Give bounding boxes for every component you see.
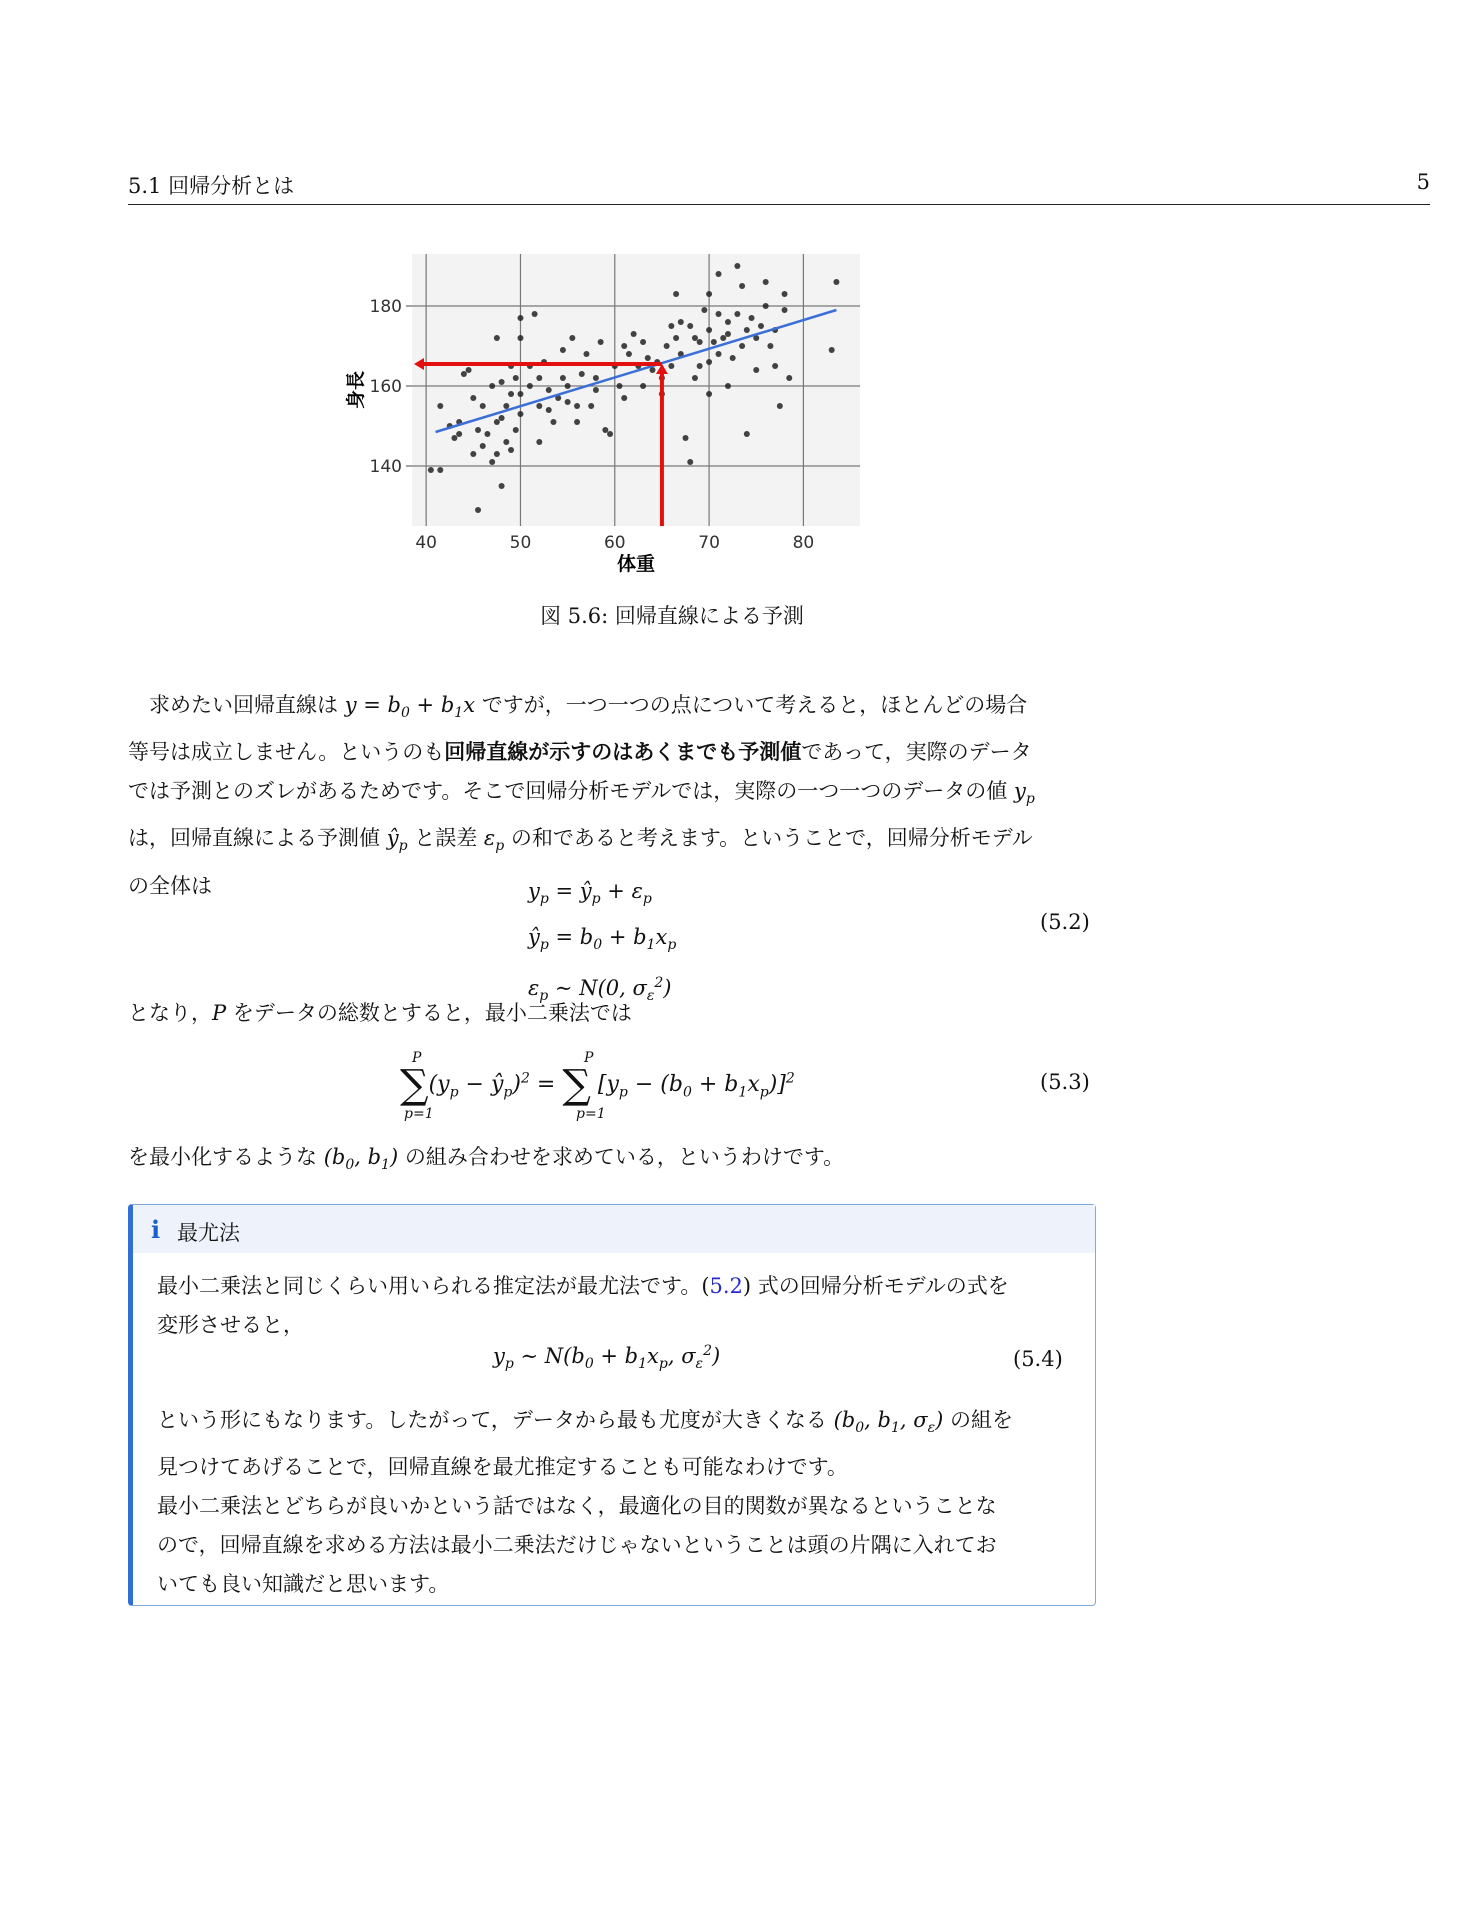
regression-figure: [340, 238, 880, 588]
data-point: [716, 351, 722, 357]
data-point: [739, 283, 745, 289]
data-point: [725, 383, 731, 389]
data-point: [673, 291, 679, 297]
x-tick-label: 60: [603, 533, 626, 553]
data-point: [536, 439, 542, 445]
data-point: [716, 311, 722, 317]
data-point: [550, 419, 556, 425]
data-point: [503, 403, 509, 409]
data-point: [574, 419, 580, 425]
x-tick-label: 80: [792, 533, 815, 553]
data-point: [517, 335, 523, 341]
y-tick-label: 140: [369, 457, 402, 477]
x-tick-label: 50: [509, 533, 532, 553]
note-line: 見つけてあげることで，回帰直線を最尤推定することも可能なわけです。: [157, 1455, 848, 1480]
data-point: [673, 335, 679, 341]
data-point: [579, 371, 585, 377]
para-line: [128, 772, 1095, 819]
data-point: [706, 291, 712, 297]
formula: $\varepsilon_p$ ∼ N(0, $\sigma_\varepsilon^2$): [528, 975, 672, 1005]
data-point: [687, 323, 693, 329]
formula: $\sum(y_p$ − $ŷ_p)^2$ = ∑ $[y_p - (b_0 + b_1x_p)]^2$: [400, 1062, 795, 1108]
plot-area: [412, 254, 860, 526]
data-point: [536, 403, 542, 409]
data-point: [767, 343, 773, 349]
data-point: [706, 391, 712, 397]
text: ですが，一つ一つの点について考えると，ほとんどの場合: [481, 693, 1028, 717]
data-point: [569, 335, 575, 341]
data-point: [758, 323, 764, 329]
data-point: [513, 375, 519, 381]
data-point: [517, 411, 523, 417]
page-number: 5: [1416, 170, 1430, 194]
data-point: [475, 507, 481, 513]
data-point: [749, 315, 755, 321]
data-point: [470, 395, 476, 401]
data-point: [574, 403, 580, 409]
data-point: [725, 319, 731, 325]
data-point: [782, 291, 788, 297]
data-point: [706, 327, 712, 333]
data-point: [602, 427, 608, 433]
data-point: [494, 335, 500, 341]
data-point: [517, 315, 523, 321]
formula-inline: $ŷ_p$: [386, 826, 408, 855]
data-point: [711, 339, 717, 345]
formula: $ŷ_p = b_0 + b_1x_p$: [528, 925, 677, 954]
data-point: [716, 271, 722, 277]
callout-box: [128, 1204, 1096, 1606]
data-point: [494, 451, 500, 457]
data-point: [503, 439, 509, 445]
formula-inline: $y = b_0 + b_1x$: [344, 693, 476, 722]
data-point: [734, 263, 740, 269]
data-point: [499, 483, 505, 489]
data-point: [513, 427, 519, 433]
paragraph-3: [128, 1138, 1095, 1185]
data-point: [437, 403, 443, 409]
data-point: [607, 431, 613, 437]
text: の和であると考えます。ということで，回帰分析モデル: [510, 826, 1033, 851]
note-line: ので，回帰直線を求める方法は最小二乗法だけじゃないということは頭の片隅に入れてお: [157, 1533, 997, 1558]
data-point: [466, 367, 472, 373]
data-point: [697, 339, 703, 345]
data-point: [744, 327, 750, 333]
running-header: [128, 170, 1430, 205]
section-title: 5.1 回帰分析とは: [128, 174, 295, 198]
x-axis-label: 体重: [616, 553, 656, 575]
data-point: [626, 351, 632, 357]
data-point: [692, 335, 698, 341]
formula-inline: $y_p$: [1013, 779, 1035, 808]
equation-number: (5.4): [1013, 1347, 1063, 1371]
data-point: [588, 403, 594, 409]
data-point: [484, 431, 490, 437]
equation-number: (5.3): [1040, 1070, 1090, 1094]
formula-inline: P: [212, 1001, 227, 1025]
data-point: [725, 331, 731, 337]
data-point: [706, 359, 712, 365]
data-point: [480, 403, 486, 409]
data-point: [560, 347, 566, 353]
data-point: [763, 279, 769, 285]
data-point: [720, 335, 726, 341]
formula: $y_p$ ∼ $N(b_0 + b_1x_p$, $\sigma_\varepsilon^2$): [493, 1343, 721, 1373]
para-line: [128, 819, 1095, 866]
data-point: [640, 383, 646, 389]
text: の全体は: [128, 873, 212, 898]
data-point: [833, 279, 839, 285]
data-point: [437, 467, 443, 473]
data-point: [428, 467, 434, 473]
data-point: [475, 427, 481, 433]
note-line: 最小二乗法とどちらが良いかという話ではなく，最適化の目的関数が異なるということな: [157, 1494, 997, 1519]
data-point: [593, 375, 599, 381]
data-point: [489, 383, 495, 389]
data-point: [565, 399, 571, 405]
para-line: [128, 686, 1095, 733]
formula: $y_p$ = $ŷ_p + \varepsilon_p$: [528, 879, 652, 908]
data-point: [777, 403, 783, 409]
data-point: [683, 435, 689, 441]
para-line: [128, 733, 1095, 772]
data-point: [508, 391, 514, 397]
data-point: [451, 435, 457, 441]
data-point: [668, 323, 674, 329]
data-point: [480, 443, 486, 449]
formula-inline: ($b_0$, $b_1$): [323, 1145, 399, 1174]
data-point: [645, 355, 651, 361]
data-point: [621, 343, 627, 349]
data-point: [829, 347, 835, 353]
x-tick-label: 70: [698, 533, 720, 553]
data-point: [631, 331, 637, 337]
data-point: [734, 311, 740, 317]
text: を最小化するような: [128, 1145, 317, 1169]
data-point: [744, 431, 750, 437]
data-point: [616, 383, 622, 389]
scatter-chart: [340, 238, 880, 588]
data-point: [494, 419, 500, 425]
y-tick-label: 180: [369, 297, 402, 317]
y-axis-label: 身長: [345, 370, 367, 410]
data-point: [753, 367, 759, 373]
data-point: [593, 387, 599, 393]
data-point: [692, 375, 698, 381]
y-tick-label: 160: [369, 377, 402, 397]
data-point: [782, 307, 788, 313]
text: 求めたい回帰直線は: [149, 693, 338, 717]
callout-header: [133, 1205, 1095, 1253]
data-point: [536, 375, 542, 381]
equation-block-5-3: $\sum(y_p$ − $ŷ_p)^2$ = ∑ $[y_p - (b_0 + b_1x_p)]^2$ P p=1 P p=1: [400, 1050, 795, 1122]
data-point: [621, 395, 627, 401]
data-point: [668, 363, 674, 369]
data-point: [565, 383, 571, 389]
text: をデータの総数とすると，最小二乗法では: [232, 1001, 632, 1025]
data-point: [583, 351, 589, 357]
data-point: [517, 391, 523, 397]
x-tick-label: 40: [415, 533, 437, 553]
equation-link[interactable]: 5.2: [709, 1274, 743, 1298]
paragraph-2: [128, 994, 1095, 1033]
figure-caption: 図 5.6: 回帰直線による予測: [540, 604, 804, 628]
emphasis-text: 回帰直線が示すのはあくまでも予測値: [444, 740, 802, 765]
formula-inline: ($b_0$, $b_1$, $\sigma_\varepsilon$): [833, 1408, 944, 1437]
data-point: [697, 363, 703, 369]
data-point: [499, 415, 505, 421]
note-line: いても良い知識だと思います。: [157, 1572, 450, 1597]
data-point: [456, 431, 462, 437]
data-point: [461, 371, 467, 377]
data-point: [640, 339, 646, 345]
data-point: [546, 407, 552, 413]
text: の組み合わせを求めている，というわけです。: [404, 1145, 845, 1169]
data-point: [598, 339, 604, 345]
data-point: [470, 451, 476, 457]
callout-title: 最尤法: [177, 1221, 240, 1245]
text: であって，実際のデータ: [801, 740, 1032, 765]
data-point: [499, 379, 505, 385]
formula-inline: $\varepsilon_p$: [483, 826, 505, 855]
data-point: [560, 375, 566, 381]
data-point: [730, 355, 736, 361]
note-line: という形にもなります。したがって，データから最も尤度が大きくなる ($b_0$, $b_1$, $\sigma_\varepsilon$) の組を: [157, 1408, 1013, 1437]
data-point: [508, 447, 514, 453]
data-point: [772, 363, 778, 369]
note-line: 最小二乗法と同じくらい用いられる推定法が最尤法です。(5.2) 式の回帰分析モデルの式を: [157, 1274, 1009, 1298]
data-point: [532, 311, 538, 317]
text: では予測とのズレがあるためです。そこで回帰分析モデルでは，実際の一つ一つのデータの値: [128, 779, 1008, 804]
data-point: [763, 303, 769, 309]
data-point: [701, 307, 707, 313]
data-point: [786, 375, 792, 381]
text: 等号は成立しません。というのも: [128, 740, 445, 765]
info-icon: i: [151, 1215, 161, 1244]
data-point: [687, 459, 693, 465]
data-point: [678, 319, 684, 325]
data-point: [664, 343, 670, 349]
note-line: 変形させると，: [157, 1313, 304, 1337]
callout-body-2: [157, 1401, 1062, 1604]
data-point: [739, 343, 745, 349]
data-point: [489, 459, 495, 465]
text: と誤差: [414, 826, 478, 851]
data-point: [546, 387, 552, 393]
text: は，回帰直線による予測値: [128, 826, 380, 851]
data-point: [527, 383, 533, 389]
equation-number: (5.2): [1040, 910, 1090, 934]
figure-caption-row: [0, 600, 1484, 630]
text: となり，: [128, 1001, 212, 1025]
callout-body: [157, 1267, 1062, 1345]
